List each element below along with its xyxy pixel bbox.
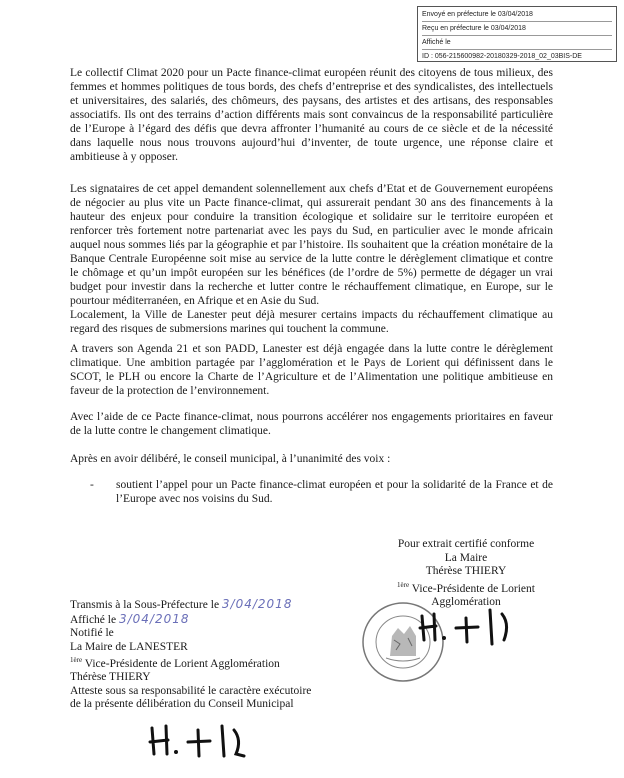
certified-name: Thérèse THIERY <box>425 565 507 577</box>
certified-role: La Maire <box>444 551 488 564</box>
mayor-title: La Maire de LANESTER <box>70 640 188 653</box>
stamp-id: ID : 056-215600982-20180329-2018_02_03BIS-DE <box>422 49 612 63</box>
paragraph-text: Après en avoir délibéré, le conseil municipal, à l’unanimité des voix : <box>70 453 391 465</box>
certified-block <box>366 538 566 609</box>
paragraph-text: Le collectif Climat 2020 pour un Pacte finance-climat européen réunit des citoyens de tous milieux, des femmes et hommes politiques de tous bords, des chefs d’entreprise et des syndicalistes, des intellectuels et universitaires, des salariés, des chômeurs, des paysans, des artistes et des artisans, des responsables associatifs. Ils ont des terrains d’action différents mais sont convaincus de la responsabilité particulière de l’Europe à l’égard des défis que devra affronter l’humanité au cours de ce siècle et de la nécessité dans laquelle nous nous trouvons aujourd’hui d’inventer, de toute urgence, une réponse claire et ambitieuse à y opposer. <box>70 67 553 163</box>
transmission-block <box>70 598 370 712</box>
transmitted-label: Transmis à la Sous-Préfecture le <box>70 599 220 611</box>
attestation-line1: Atteste sous sa responsabilité le caractère exécutoire <box>70 684 312 697</box>
stamp-received-date: Reçu en préfecture le 03/04/2018 <box>422 21 612 35</box>
transmitted-line <box>70 598 370 613</box>
paragraph-text: Les signataires de cet appel demandent solennellement aux chefs d’Etat et de Gouvernement européens de négocier au plus vite un Pacte finance-climat, qui assurerait pendant 30 ans des financements à la hauteur des enjeux pour conduire la transition écologique et solidaire sur le territoire européen et renforcer très fortement notre partenariat avec les pays du Sud, en particulier avec le monde africain auquel nous sommes liés par la géographie et par l’histoire. Ils souhaitent que la création monétaire de la Banque Centrale Européenne soit mise au service de la lutte contre le dérèglement climatique et contre le chômage et qu’un impôt européen sur les bénéfices (de l’ordre de 5%) permette de dégager un vrai budget pour investir dans la recherche et lutter contre le réchauffement climatique, en Europe, sur le pourtour méditerranéen, en Afrique et en Asie du Sud. <box>70 183 553 307</box>
handwritten-date: 3/04/2018 <box>118 611 190 626</box>
notified-label: Notifié le <box>70 627 114 639</box>
bullet-dash: - <box>90 479 94 491</box>
superscript: 1ère <box>70 656 83 664</box>
vp-line <box>70 654 370 671</box>
posted-line <box>70 613 370 628</box>
prefecture-stamp <box>417 6 617 62</box>
paragraph-signataires <box>70 182 553 336</box>
paragraph-agenda21 <box>70 342 553 398</box>
resolution-text: soutient l’appel pour un Pacte finance-climat européen et pour la solidarité de la France et de l’Europe avec nos voisins du Sud. <box>116 479 553 505</box>
certified-vp <box>366 579 566 596</box>
certified-vp-label: Vice-Présidente de Lorient <box>411 582 535 595</box>
mayor-name: Thérèse THIERY <box>70 671 151 684</box>
signature-icon <box>416 600 526 650</box>
paragraph-text: A travers son Agenda 21 et son PADD, Lanester est déjà engagée dans la lutte contre le dérèglement climatique. Une ambition partagée par l’agglomération et le Pays de Lorient qui définissent dans le SCOT, le PLH ou encore la Charte de l’Agriculture et de l’Alimentation une politique ambitieuse en faveur de la protection de l’environnement. <box>70 343 553 397</box>
stamp-sent-date: Envoyé en préfecture le 03/04/2018 <box>422 11 533 18</box>
signature-icon <box>146 718 266 762</box>
attestation-line2: de la présente délibération du Conseil Municipal <box>70 698 294 711</box>
posted-label: Affiché le <box>70 613 117 626</box>
certified-title: Pour extrait certifié conforme <box>397 538 535 550</box>
vp-label: Vice-Présidente de Lorient Agglomération <box>84 657 280 670</box>
paragraph-text-lanester: Localement, la Ville de Lanester peut déjà mesurer certains impacts du réchauffement climatique au regard des risques de submersions marines qui touchent la commune. <box>70 309 553 335</box>
certified-agglo: Agglomération <box>431 595 501 608</box>
paragraph-deliberation <box>70 452 553 466</box>
superscript: 1ère <box>397 580 410 589</box>
handwritten-date: 3/04/2018 <box>221 597 293 611</box>
paragraph-pacte <box>70 410 553 438</box>
paragraph-text: Avec l’aide de ce Pacte finance-climat, nous pourrons accélérer nos engagements prioritaires en faveur de la lutte contre le changement climatique. <box>70 411 553 437</box>
stamp-posted: Affiché le <box>422 35 612 49</box>
paragraph-collectif <box>70 66 553 164</box>
